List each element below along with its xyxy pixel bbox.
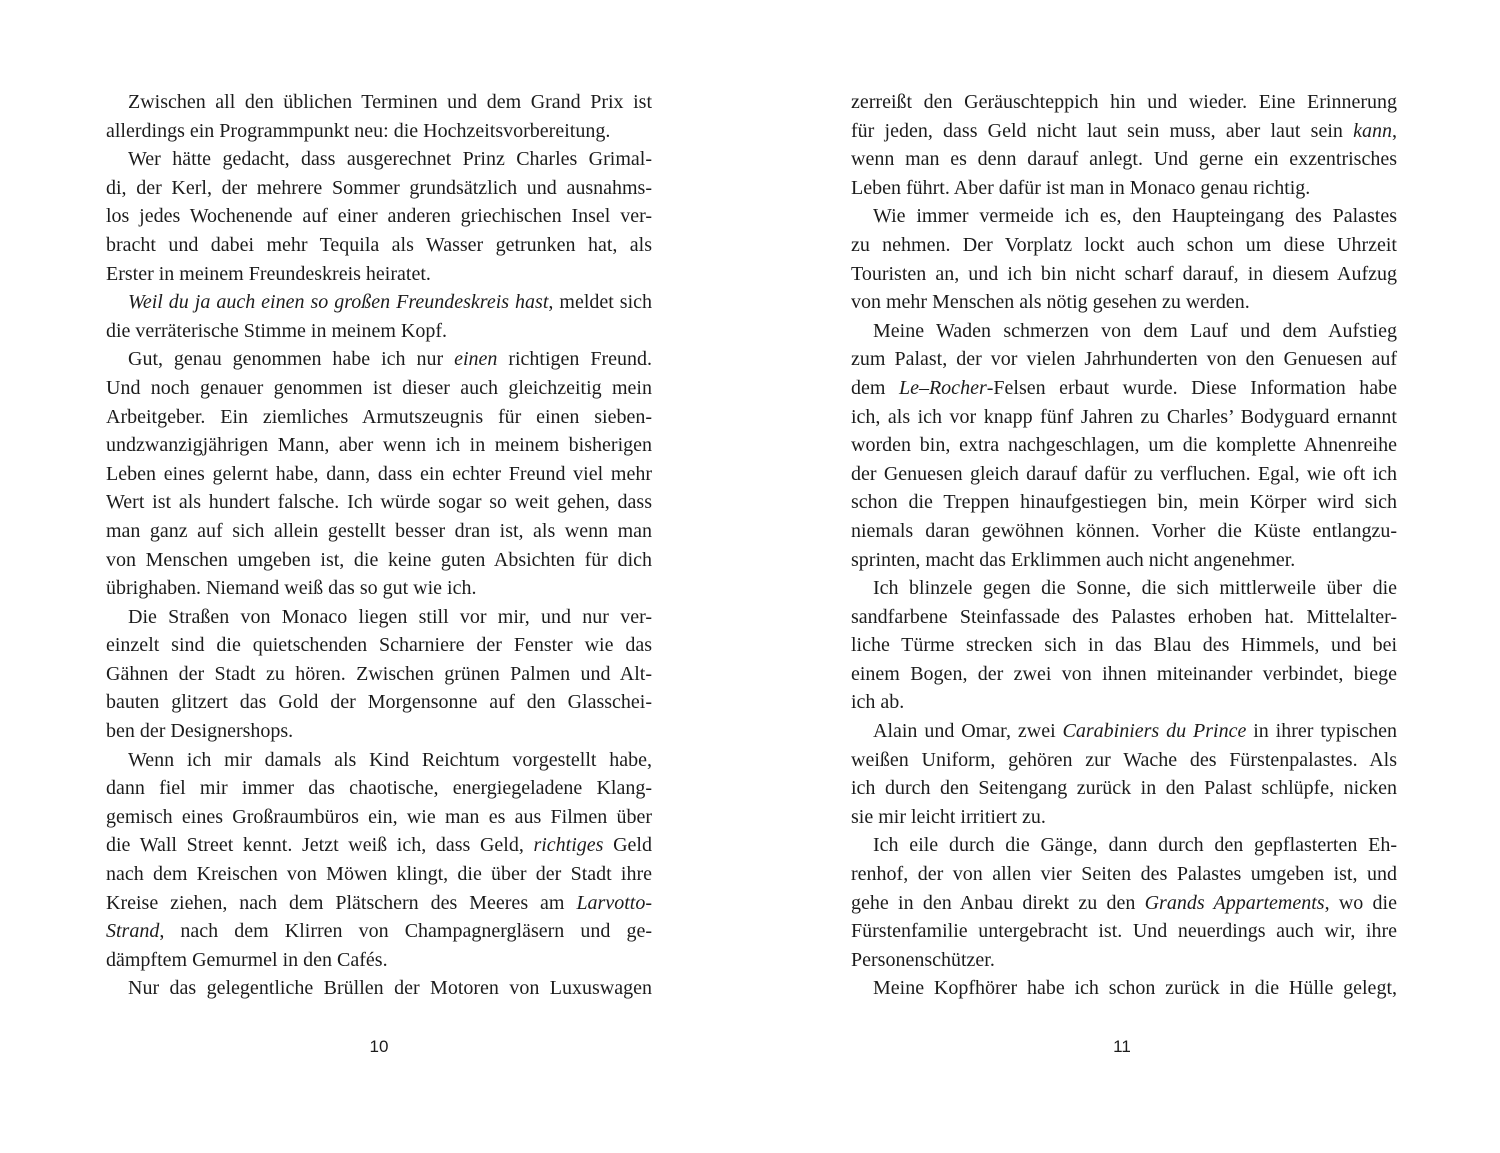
- text-segment: Wenn ich mir damals als Kind Reichtum vorgestellt habe,: [128, 748, 652, 771]
- left-page-text: [106, 88, 652, 1003]
- text-segment: Wer hätte gedacht, dass ausgerechnet Prinz Charles Grimal-: [128, 148, 652, 171]
- text-segment: dämpftem Gemurmel in den Cafés.: [106, 948, 388, 971]
- text-line: [106, 660, 652, 689]
- text-line: [106, 174, 652, 203]
- text-segment: liche Türme strecken sich in das Blau des Himmels, und bei: [851, 634, 1397, 657]
- text-line: [106, 946, 652, 975]
- text-segment: gemisch eines Großraumbüros ein, wie man es aus Filmen über: [106, 805, 652, 828]
- text-line: [851, 717, 1397, 746]
- text-segment: die verräterische Stimme in meinem Kopf.: [106, 319, 448, 342]
- text-line: [106, 860, 652, 889]
- text-line: [851, 688, 1397, 717]
- text-line: [851, 660, 1397, 689]
- text-segment: wenn man es denn darauf anlegt. Und gerne ein exzentrisches: [851, 148, 1397, 171]
- text-segment: einem Bogen, der zwei von ihnen miteinander verbindet, biege: [851, 662, 1397, 685]
- text-segment: Gut, genau genommen habe ich nur: [128, 348, 455, 371]
- text-segment: bauten glitzert das Gold der Morgensonne auf den Glasschei-: [106, 691, 652, 714]
- text-segment: die Wall Street kennt. Jetzt weiß ich, dass Geld,: [106, 834, 534, 857]
- text-segment: schon die Treppen hinaufgestiegen bin, mein Körper wird sich: [851, 491, 1397, 514]
- text-line: [851, 517, 1397, 546]
- text-line: [106, 574, 652, 603]
- page-number-left: 10: [369, 1037, 389, 1056]
- italic-text: einen: [454, 348, 498, 371]
- text-line: [851, 374, 1397, 403]
- text-segment: Fürstenfamilie untergebracht ist. Und neuerdings auch wir, ihre: [851, 920, 1397, 943]
- italic-text: Strand: [106, 920, 160, 943]
- text-segment: für jeden, dass Geld nicht laut sein muss, aber laut sein: [851, 119, 1354, 142]
- text-line: [106, 774, 652, 803]
- text-segment: los jedes Wochenende auf einer anderen griechischen Insel ver-: [106, 205, 652, 228]
- text-line: [106, 517, 652, 546]
- text-line: [106, 974, 652, 1003]
- text-segment: ,: [1392, 119, 1397, 142]
- italic-text: richtiges: [533, 834, 604, 857]
- text-segment: sandfarbene Steinfassade des Palastes erhoben hat. Mittelalter-: [851, 605, 1397, 628]
- text-segment: der Genuesen gleich darauf dafür zu verfluchen. Egal, wie oft ich: [851, 462, 1397, 485]
- italic-text: Larvotto-: [576, 891, 652, 914]
- text-line: [851, 288, 1397, 317]
- text-line: [851, 345, 1397, 374]
- italic-text: kann: [1353, 119, 1392, 142]
- text-line: [106, 345, 652, 374]
- text-segment: Kreise ziehen, nach dem Plätschern des Meeres am: [106, 891, 577, 914]
- right-page-text: [851, 88, 1397, 1003]
- text-segment: zerreißt den Geräuschteppich hin und wieder. Eine Erinnerung: [851, 91, 1397, 113]
- text-segment: Meine Waden schmerzen von dem Lauf und dem Aufstieg: [873, 319, 1397, 342]
- text-line: [851, 202, 1397, 231]
- text-line: [851, 403, 1397, 432]
- text-segment: worden bin, extra nachgeschlagen, um die komplette Ahnenreihe: [851, 434, 1397, 457]
- text-line: [106, 374, 652, 403]
- text-line: [106, 288, 652, 317]
- text-line: [106, 546, 652, 575]
- text-segment: dem: [851, 376, 899, 399]
- text-segment: Alain und Omar, zwei: [873, 720, 1063, 743]
- text-segment: Und noch genauer genommen ist dieser auch gleichzeitig mein: [106, 376, 652, 399]
- text-line: [851, 546, 1397, 575]
- text-segment: bracht und dabei mehr Tequila als Wasser getrunken hat, als: [106, 233, 652, 256]
- text-line: [851, 231, 1397, 260]
- text-line: [106, 403, 652, 432]
- text-line: [106, 260, 652, 289]
- text-line: [851, 603, 1397, 632]
- text-segment: Personenschützer.: [851, 948, 995, 971]
- text-segment: man ganz auf sich allein gestellt besser dran ist, als wenn man: [106, 519, 652, 542]
- text-segment: Touristen an, und ich bin nicht scharf darauf, in diesem Aufzug: [851, 262, 1397, 285]
- text-line: [851, 117, 1397, 146]
- text-line: [851, 88, 1397, 117]
- text-segment: Wert ist als hundert falsche. Ich würde sogar so weit gehen, dass: [106, 491, 652, 514]
- text-segment: sie mir leicht irritiert zu.: [851, 805, 1046, 828]
- text-segment: Ich blinzele gegen die Sonne, die sich mittlerweile über die: [873, 577, 1397, 600]
- text-segment: ich durch den Seitengang zurück in den Palast schlüpfe, nicken: [851, 777, 1397, 800]
- text-segment: undzwanzigjährigen Mann, aber wenn ich in meinem bisherigen: [106, 434, 652, 457]
- text-line: [106, 717, 652, 746]
- text-line: [106, 145, 652, 174]
- text-line: [851, 317, 1397, 346]
- text-segment: ich, als ich vor knapp fünf Jahren zu Charles’ Bodyguard ernannt: [851, 405, 1397, 428]
- text-line: [851, 574, 1397, 603]
- text-segment: richtigen Freund.: [497, 348, 653, 371]
- page-number-right: 11: [1113, 1037, 1131, 1056]
- text-segment: , wo die: [1324, 891, 1397, 914]
- text-line: [851, 460, 1397, 489]
- text-line: [106, 317, 652, 346]
- text-line: [106, 88, 652, 117]
- text-segment: Zwischen all den üblichen Terminen und dem Grand Prix ist: [128, 91, 652, 113]
- text-line: [106, 231, 652, 260]
- text-line: [106, 431, 652, 460]
- text-line: [851, 488, 1397, 517]
- text-segment: Leben führt. Aber dafür ist man in Monaco genau richtig.: [851, 176, 1311, 199]
- text-line: [851, 946, 1397, 975]
- text-segment: -Felsen erbaut wurde. Diese Information habe: [986, 376, 1397, 399]
- text-segment: Nur das gelegentliche Brüllen der Motoren von Luxuswagen: [128, 977, 652, 1000]
- text-segment: Meine Kopfhörer habe ich schon zurück in die Hülle gelegt,: [873, 977, 1397, 1000]
- text-segment: von Menschen umgeben ist, die keine guten Absichten für dich: [106, 548, 652, 571]
- text-segment: zum Palast, der vor vielen Jahrhunderten von den Genuesen auf: [851, 348, 1397, 371]
- text-segment: niemals daran gewöhnen können. Vorher die Küste entlangzu-: [851, 519, 1397, 542]
- text-segment: Erster in meinem Freundeskreis heiratet.: [106, 262, 431, 285]
- text-line: [851, 860, 1397, 889]
- text-segment: , nach dem Klirren von Champagnergläsern und ge-: [159, 920, 652, 943]
- text-line: [851, 746, 1397, 775]
- text-segment: di, der Kerl, der mehrere Sommer grundsätzlich und ausnahms-: [106, 176, 652, 199]
- text-segment: allerdings ein Programmpunkt neu: die Hochzeitsvorbereitung.: [106, 119, 611, 142]
- text-segment: , meldet sich: [548, 291, 653, 314]
- text-line: [106, 603, 652, 632]
- text-line: [106, 917, 652, 946]
- text-segment: sprinten, macht das Erklimmen auch nicht angenehmer.: [851, 548, 1296, 571]
- italic-text: Le–Rocher: [898, 376, 987, 399]
- text-segment: Geld: [603, 834, 652, 857]
- text-segment: Ich eile durch die Gänge, dann durch den gepflasterten Eh-: [873, 834, 1397, 857]
- text-segment: ich ab.: [851, 691, 905, 714]
- italic-text: Grands Appartements: [1144, 891, 1325, 914]
- text-line: [106, 803, 652, 832]
- text-segment: Wie immer vermeide ich es, den Haupteingang des Palastes: [873, 205, 1397, 228]
- text-segment: weißen Uniform, gehören zur Wache des Fürstenpalastes. Als: [851, 748, 1397, 771]
- text-line: [106, 631, 652, 660]
- text-segment: nach dem Kreischen von Möwen klingt, die über der Stadt ihre: [106, 863, 652, 886]
- text-line: [851, 831, 1397, 860]
- text-line: [851, 260, 1397, 289]
- text-line: [851, 917, 1397, 946]
- text-segment: renhof, der von allen vier Seiten des Palastes umgeben ist, und: [851, 863, 1397, 886]
- text-line: [851, 803, 1397, 832]
- text-line: [851, 774, 1397, 803]
- text-line: [851, 174, 1397, 203]
- text-segment: in ihrer typischen: [1246, 720, 1397, 743]
- text-line: [106, 746, 652, 775]
- text-line: [851, 145, 1397, 174]
- text-line: [851, 631, 1397, 660]
- text-line: [106, 831, 652, 860]
- italic-text: Carabiniers du Prince: [1062, 720, 1247, 743]
- text-segment: übrighaben. Niemand weiß das so gut wie ich.: [106, 577, 477, 600]
- text-segment: einzelt sind die quietschenden Scharniere der Fenster wie das: [106, 634, 652, 657]
- text-segment: gehe in den Anbau direkt zu den: [851, 891, 1145, 914]
- text-line: [851, 889, 1397, 918]
- text-segment: ben der Designershops.: [106, 720, 294, 743]
- italic-text: Weil du ja auch einen so großen Freundeskreis hast: [128, 291, 549, 314]
- text-segment: dann fiel mir immer das chaotische, energiegeladene Klang-: [106, 777, 652, 800]
- text-segment: zu nehmen. Der Vorplatz lockt auch schon um diese Uhrzeit: [851, 233, 1397, 256]
- text-line: [106, 460, 652, 489]
- text-line: [106, 889, 652, 918]
- text-segment: Die Straßen von Monaco liegen still vor mir, und nur ver-: [128, 605, 652, 628]
- text-line: [106, 688, 652, 717]
- text-line: [106, 117, 652, 146]
- text-segment: Leben eines gelernt habe, dann, dass ein echter Freund viel mehr: [106, 462, 652, 485]
- text-line: [106, 202, 652, 231]
- text-segment: Gähnen der Stadt zu hören. Zwischen grünen Palmen und Alt-: [106, 662, 652, 685]
- text-line: [851, 431, 1397, 460]
- text-segment: Arbeitgeber. Ein ziemliches Armutszeugnis für einen sieben-: [106, 405, 652, 428]
- text-line: [106, 488, 652, 517]
- text-line: [851, 974, 1397, 1003]
- text-segment: von mehr Menschen als nötig gesehen zu werden.: [851, 291, 1250, 314]
